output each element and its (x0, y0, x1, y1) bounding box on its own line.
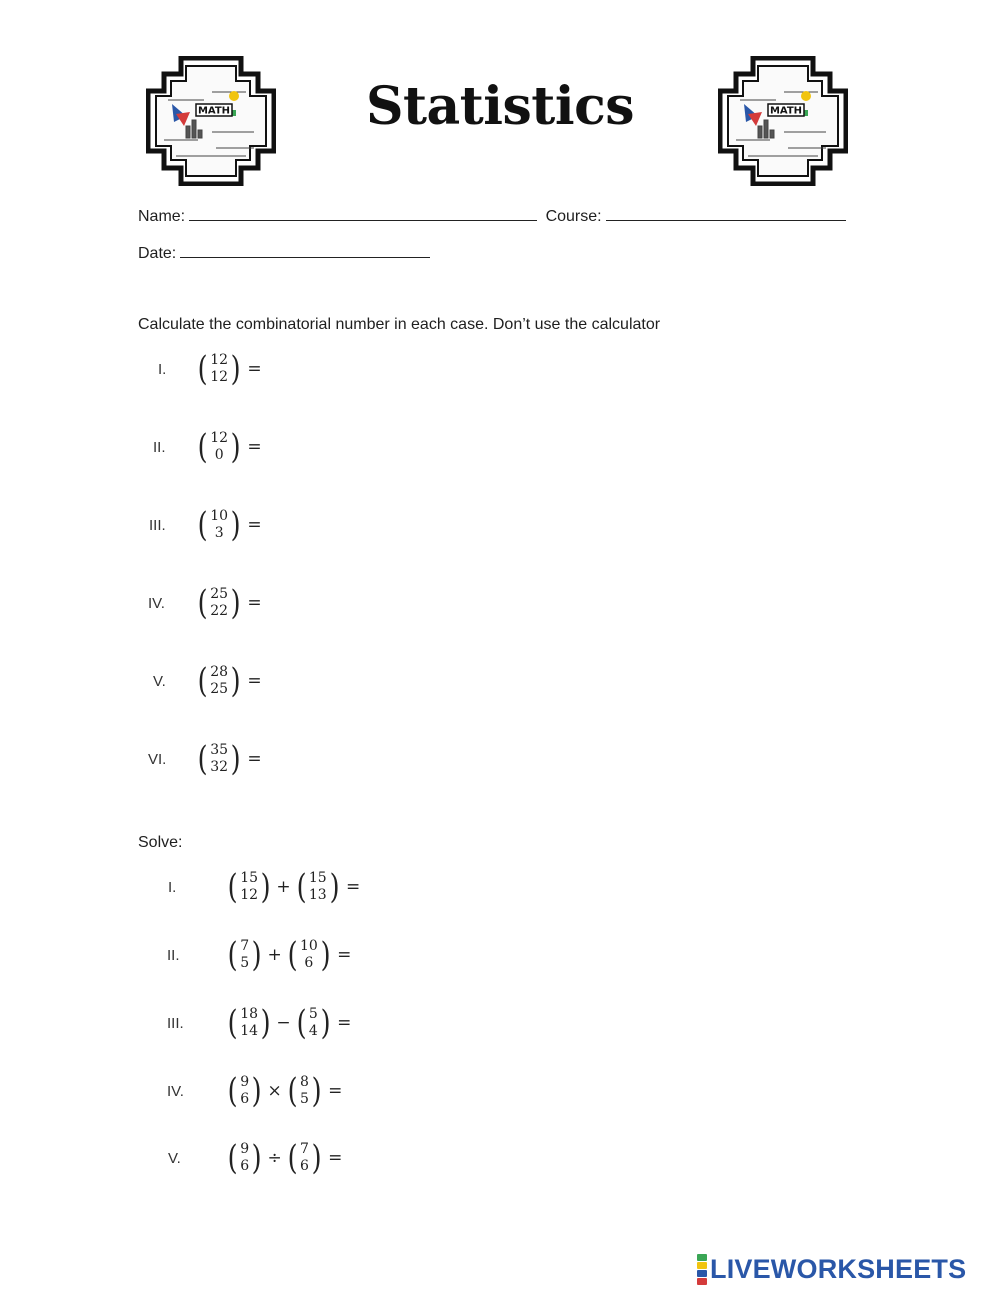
name-label: Name: (138, 208, 186, 225)
brand-name: LIVEWORKSHEETS (710, 1254, 967, 1284)
binom-top: 10 (299, 938, 318, 954)
binom-bottom: 6 (299, 1158, 309, 1174)
course-label: Course: (545, 208, 602, 225)
equals-sign: = (247, 749, 262, 769)
exercise-numeral: V. (168, 1149, 181, 1167)
equals-sign: = (247, 671, 262, 691)
equals-sign: = (247, 593, 262, 613)
binomial-expression: ( 28 25 ) = (197, 661, 262, 701)
binom-top: 8 (299, 1074, 309, 1090)
operator-sign: ÷ (267, 1148, 282, 1168)
binom-bottom: 5 (240, 955, 250, 971)
binomial-expression: ( 12 0 ) = (197, 427, 262, 467)
emblem-text: MATH (197, 105, 231, 117)
equals-sign: = (337, 1013, 352, 1033)
binom-bottom: 6 (240, 1091, 250, 1107)
binomial-expression: ( 10 3 ) = (197, 505, 262, 545)
exercise-numeral: I. (168, 878, 177, 896)
equals-sign: = (247, 359, 262, 379)
equals-sign: = (345, 877, 361, 897)
binom-top: 9 (240, 1141, 250, 1157)
equals-sign: = (328, 1148, 343, 1168)
instruction-text: Calculate the combinatorial number in each case. Don’t use the calculator (138, 316, 661, 333)
operator-sign: + (267, 945, 282, 965)
binom-top: 12 (210, 430, 229, 446)
binomial-expression: ( 15 12 ) + ( 15 13 ) = (227, 867, 361, 907)
binom-bottom: 3 (214, 525, 224, 541)
liveworksheets-logo[interactable] (697, 1254, 966, 1285)
date-line (138, 243, 430, 263)
binom-bottom: 32 (210, 759, 229, 775)
binom-top: 9 (240, 1074, 250, 1090)
binomial-expression: ( 9 6 ) × ( 8 5 ) = (227, 1071, 343, 1111)
equals-sign: = (337, 945, 352, 965)
binomial-expression: ( 12 12 ) = (197, 349, 262, 389)
binom-bottom: 6 (304, 955, 314, 971)
exercise-numeral: IV. (167, 1082, 184, 1100)
name-field[interactable] (189, 206, 537, 221)
binom-top: 28 (210, 664, 229, 680)
binom-top: 7 (240, 938, 250, 954)
binom-top: 18 (240, 1006, 259, 1022)
binom-bottom: 12 (210, 369, 229, 385)
binom-bottom: 0 (214, 447, 224, 463)
binomial-expression: ( 25 22 ) = (197, 583, 262, 623)
exercise-numeral: V. (153, 672, 166, 690)
operator-sign: × (267, 1081, 282, 1101)
exercise-numeral: I. (158, 360, 167, 378)
binom-bottom: 4 (308, 1023, 318, 1039)
binom-top: 15 (240, 870, 259, 886)
emblem-text: MATH (769, 105, 803, 117)
date-field[interactable] (180, 243, 430, 258)
exercise-numeral: II. (167, 946, 180, 964)
binom-bottom: 14 (240, 1023, 259, 1039)
binomial-expression: ( 18 14 ) − ( 5 4 ) = (227, 1003, 352, 1043)
binom-top: 35 (210, 742, 229, 758)
binom-top: 15 (308, 870, 327, 886)
exercise-numeral: IV. (148, 594, 165, 612)
binom-bottom: 5 (299, 1091, 309, 1107)
exercise-numeral: II. (153, 438, 166, 456)
equals-sign: = (328, 1081, 343, 1101)
math-emblem-right-icon (718, 56, 848, 186)
binomial-expression: ( 7 5 ) + ( 10 6 ) = (227, 935, 352, 975)
course-field[interactable] (606, 206, 846, 221)
equals-sign: = (247, 437, 262, 457)
binom-bottom: 25 (210, 681, 229, 697)
equals-sign: = (247, 515, 262, 535)
binom-bottom: 12 (240, 887, 259, 903)
brand-blocks-icon (697, 1254, 707, 1285)
exercise-numeral: III. (167, 1014, 184, 1032)
binom-top: 7 (299, 1141, 309, 1157)
operator-sign: − (276, 1013, 291, 1033)
binom-bottom: 22 (210, 603, 229, 619)
exercise-numeral: VI. (148, 750, 167, 768)
name-course-line (138, 206, 846, 226)
binomial-expression: ( 35 32 ) = (197, 739, 262, 779)
binom-bottom: 13 (308, 887, 327, 903)
binom-top: 5 (308, 1006, 318, 1022)
binom-top: 25 (210, 586, 229, 602)
binomial-expression: ( 9 6 ) ÷ ( 7 6 ) = (227, 1138, 343, 1178)
operator-sign: + (276, 877, 291, 897)
date-label: Date: (138, 245, 177, 262)
binom-top: 10 (210, 508, 229, 524)
page-title: Statistics (365, 76, 635, 137)
binom-bottom: 6 (240, 1158, 250, 1174)
binom-top: 12 (210, 352, 229, 368)
solve-heading: Solve: (138, 834, 183, 851)
exercise-numeral: III. (149, 516, 166, 534)
